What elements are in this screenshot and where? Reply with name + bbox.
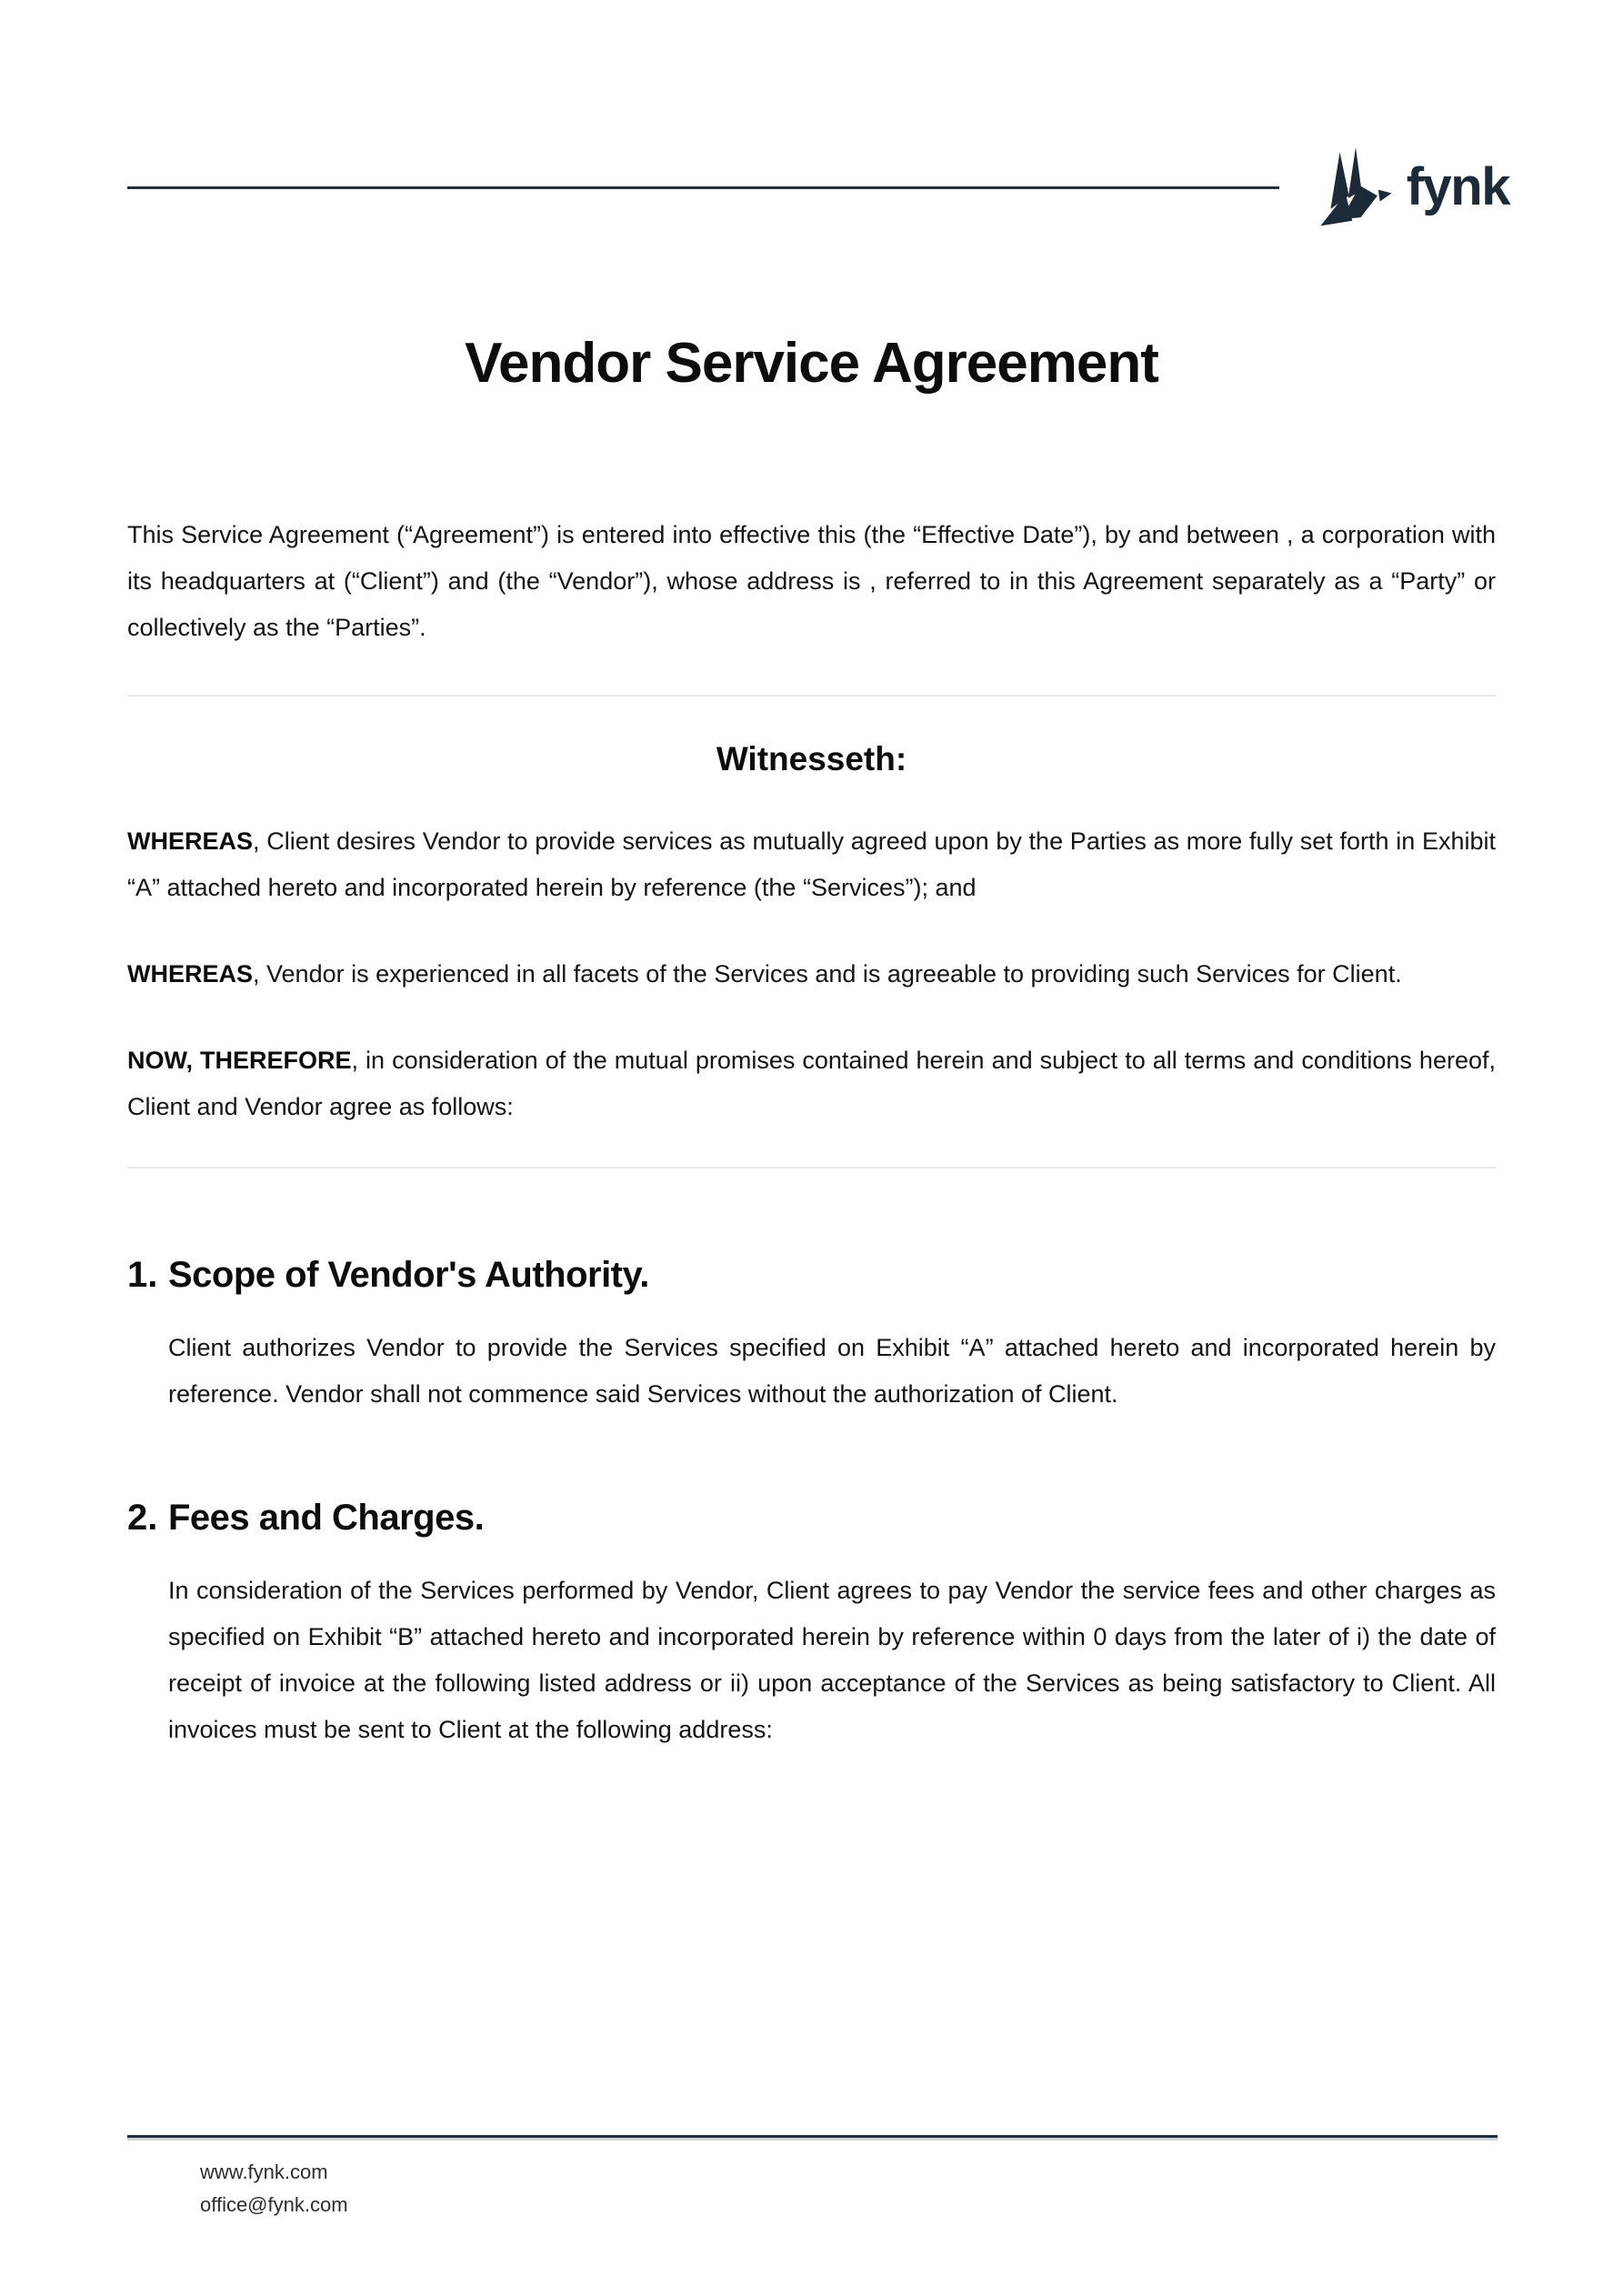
section-number: 2. (127, 1498, 158, 1538)
clause-text: , Client desires Vendor to provide services as mutually agreed upon by the Parties as more fully set forth in Exhibit “A” attached hereto and incorporated herein by reference (the “Services”); and (127, 827, 1496, 901)
clause-lead: WHEREAS (127, 960, 254, 988)
clause-text: , Vendor is experienced in all facets of the Services and is agreeable to providing such Services for Client. (253, 960, 1402, 988)
section-fees (127, 1498, 1496, 1753)
section-1-body: Client authorizes Vendor to provide the Services specified on Exhibit “A” attached hereto and incorporated herein by reference. Vendor shall not commence said Services without the authorization of Client. (168, 1334, 1496, 1408)
section-title: Fees and Charges. (168, 1498, 485, 1538)
document-content (0, 331, 1623, 1753)
clause-lead: NOW, THEREFORE (127, 1047, 352, 1074)
page-header (0, 0, 1623, 229)
clause-text: , in consideration of the mutual promises contained herein and subject to all terms and conditions hereof, Client and Vendor agree as follows: (127, 1047, 1496, 1120)
intro-paragraph: This Service Agreement (“Agreement”) is entered into effective this (the “Effective Date”), by and between , a corporation with its headquarters at (“Client”) and (the “Vendor”), whose address is , referred to in this Agreement separately as a “Party” or collectively as the “Parties”. (127, 521, 1496, 641)
header-rule (127, 186, 1279, 189)
fynk-logo (1314, 145, 1509, 229)
section-1-heading (127, 1255, 1496, 1296)
footer-email: office@fynk.com (200, 2193, 348, 2216)
section-2-heading (127, 1498, 1496, 1539)
section-2-body: In consideration of the Services performed by Vendor, Client agrees to pay Vendor the service fees and other charges as specified on Exhibit “B” attached hereto and incorporated herein by reference within 0 days from the later of i) the date of receipt of invoice at the following listed address or ii) upon acceptance of the Services as being satisfactory to Client. All invoices must be sent to Client at the following address: (168, 1577, 1496, 1743)
page-footer (127, 2135, 1498, 2221)
origami-bird-icon (1314, 145, 1398, 229)
section-scope (127, 1255, 1496, 1418)
divider-top (127, 695, 1496, 697)
now-therefore-clause (127, 1038, 1496, 1130)
section-number: 1. (127, 1255, 158, 1295)
footer-contact (127, 2156, 1498, 2221)
whereas-clause-1 (127, 818, 1496, 911)
witnesseth-heading: Witnesseth: (716, 740, 907, 777)
document-title: Vendor Service Agreement (465, 332, 1158, 395)
footer-rule (127, 2135, 1498, 2138)
section-title: Scope of Vendor's Authority. (168, 1255, 649, 1295)
whereas-clause-2 (127, 951, 1496, 998)
fynk-wordmark: fynk (1406, 157, 1509, 216)
clause-lead: WHEREAS (127, 827, 254, 855)
footer-website: www.fynk.com (200, 2161, 328, 2183)
divider-middle (127, 1167, 1496, 1168)
